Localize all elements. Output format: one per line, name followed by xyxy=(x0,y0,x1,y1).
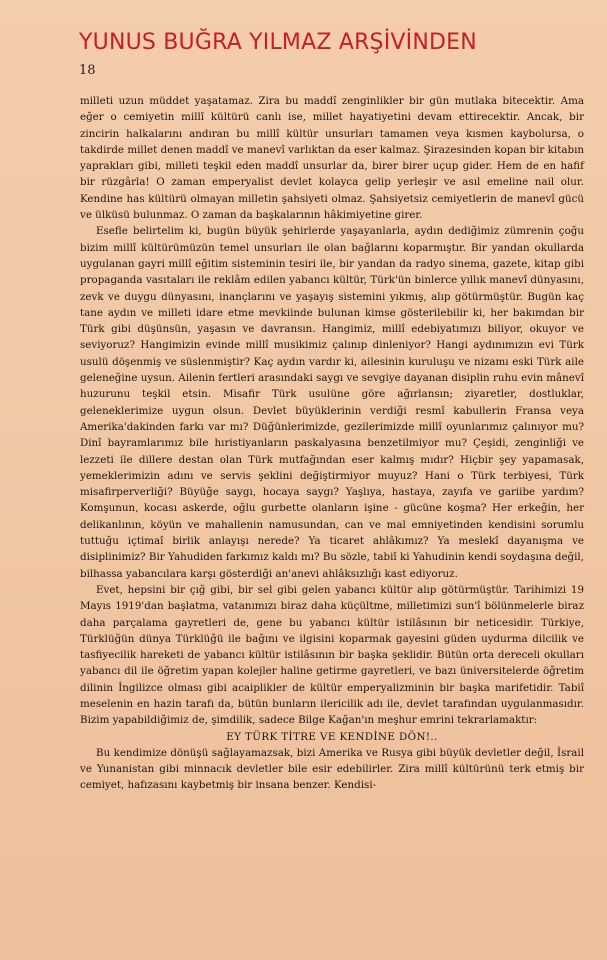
paragraph-4: Bu kendimize dönüşü sağlayamazsak, bizi Amerika ve Rusya gibi büyük devletler değil, İsrail ve Yunanistan gibi minnacık devletler bile esir edebilirler. Zira millî kültürünü terk etmiş bir cemiyet, hafızasını kaybetmiş bir insana benzer. Kendisi- xyxy=(80,746,584,792)
paragraph-2: Esefle belirtelim ki, bugün büyük şehirlerde yaşayanlarla, aydın dediğimiz zümrenin çoğu bizim millî kültürümüzün temel unsurları ile olan bağlarını koparmıştır. Bir yandan okullarda uygulanan gayri millî eğitim sisteminin tesiri ile, bir yandan da radyo sinema, gazete, kitap gibi propaganda vasıtaları ile reklâm edilen yabancı kültür, Türk'ün binlerce yıllık manevî dünyasını, zevk ve duygu dünyasını, inançlarını ve yaşayış sistemini yıkmış, alıp götürmüştür. Bugün kaç tane aydın ve milleti idare etme mevkiinde bulunan kimse gösterilebilir ki, her bakımdan bir Türk gibi düşünsün, yaşasın ve davransın. Hangimiz, millî edebiyatımızı biliyor, okuyor ve seviyoruz? Hangimizin evinde millî musikimiz çalınıp dinleniyor? Hangi aydınımızın evi Türk usulü döşenmiş ve süslenmiştir? Kaç aydın vardır ki, ailesinin kuruluşu ve nizamı eski Türk aile geleneğine uysun. Ailenin fertleri arasındaki saygı ve sevgiye dayanan disiplin ruhu evin mânevî huzurunu teşkil etsin. Misafir Türk usulüne göre ağırlansın; ziyaretler, dostluklar, geleneklerimize uygun olsun. Devlet büyüklerinin verdiği resmî kabullerin Fransa veya Amerika'dakinden farkı var mı? Düğünlerimizde, gezilerimizde millî oyunlarımız çalınıyor mu? Dinî bayramlarımız bile hıristiyanların paskalyasına benzetilmiyor mu? Çeşidi, zenginliği ve lezzeti ile dillere destan olan Türk mutfağından eser kalmış mıdır? Hiçbir şey yapamasak, yemeklerimizin adını ve servis şeklini değiştirmiyor muyuz? Hani o Türk terbiyesi, Türk misafirperverliği? Büyüğe saygı, hocaya saygı? Yaşlıya, hastaya, zayıfa ve gariibe yardım? Komşunun, kocası askerde, oğlu gurbette olanların işine - gücüne koşma? Her erkeğin, her delikanlının, köyün ve mahallenin namusundan, can ve mal emniyetinden kendisini sorumlu tuttuğu içtimaî birlik anlayışı nerede? Ya ticaret ahlâkımız? Ya meslekî dayanışma ve disiplinimiz? Bir Yahudiden farkımız kaldı mı? Bu sözle, tabiî ki Yahudinin kendi soydaşına değil, bilhassa yabancılara karşı gösterdiği an'anevi ahlâksızlığı kast ediyoruz. xyxy=(80,225,584,580)
article-body xyxy=(80,93,584,794)
paragraph-1: milleti uzun müddet yaşatamaz. Zira bu maddî zenginlikler bir gün mutlaka bitecektir. Ama eğer o cemiyetin millî kültürü canlı ise, millet hayatiyetini devam ettirecektir. Ancak, bir zincirin halkalarını andıran bu millî kültür unsurları tamamen veya kısmen kaybolursa, o takdirde millet denen maddî ve manevî varlıktan da eser kalmaz. Şirazesinden kopan bir kitabın yaprakları gibi, milleti teşkil eden maddî unsurlar da, birer birer uçup gider. Hem de en hafif bir rüzgârla! O zaman emperyalist devlet kolayca gelip yerleşir ve asıl emeline nail olur. Kendine has kültürü olmayan milletin şahsiyeti olmaz. Şahsiyetsiz cemiyetlerin de manevî gücü ve ülküsü bulunmaz. O zaman da başkalarının hâkimiyetine girer. xyxy=(80,95,584,222)
paragraph-3: Evet, hepsini bir çığ gibi, bir sel gibi gelen yabancı kültür alıp götürmüştür. Tarihimizi 19 Mayıs 1919'dan başlatma, vatanımızı biraz daha küçültme, milletimizi sun'î bölünmelerle biraz daha parçalama gayretleri de, gene bu yabancı kültür istilâsının bir neticesidir. Türkiye, Türklüğün dünya Türklüğü ile bağını ve ilgisini koparmak gayesini güden uydurma dilcilik ve tasfiyecilik hareketi de yabancı kültür istilâsının bir başka şeklidir. Bütün orta dereceli okulları yabancı dil ile öğretim yapan kolejler haline getirme gayretleri, ve bazı üniversitelerde öğretim dilinin İngilizce olması gibi acaiplikler de kültür emperyalizminin bir başka marifetidir. Tabiî meselenin en hazin tarafı da, bütün bunların ilericilik adı ile, devlet tarafından uygulanmasıdır. Bizim yapabildiğimiz de, şimdilik, sadece Bilge Kağan'ın meşhur emrini tekrarlamaktır: xyxy=(80,583,584,727)
section-heading: EY TÜRK TİTRE VE KENDİNE DÖN!.. xyxy=(226,730,438,743)
page-number: 18 xyxy=(79,63,96,78)
archive-header-title: YUNUS BUĞRA YILMAZ ARŞİVİNDEN xyxy=(79,30,477,55)
